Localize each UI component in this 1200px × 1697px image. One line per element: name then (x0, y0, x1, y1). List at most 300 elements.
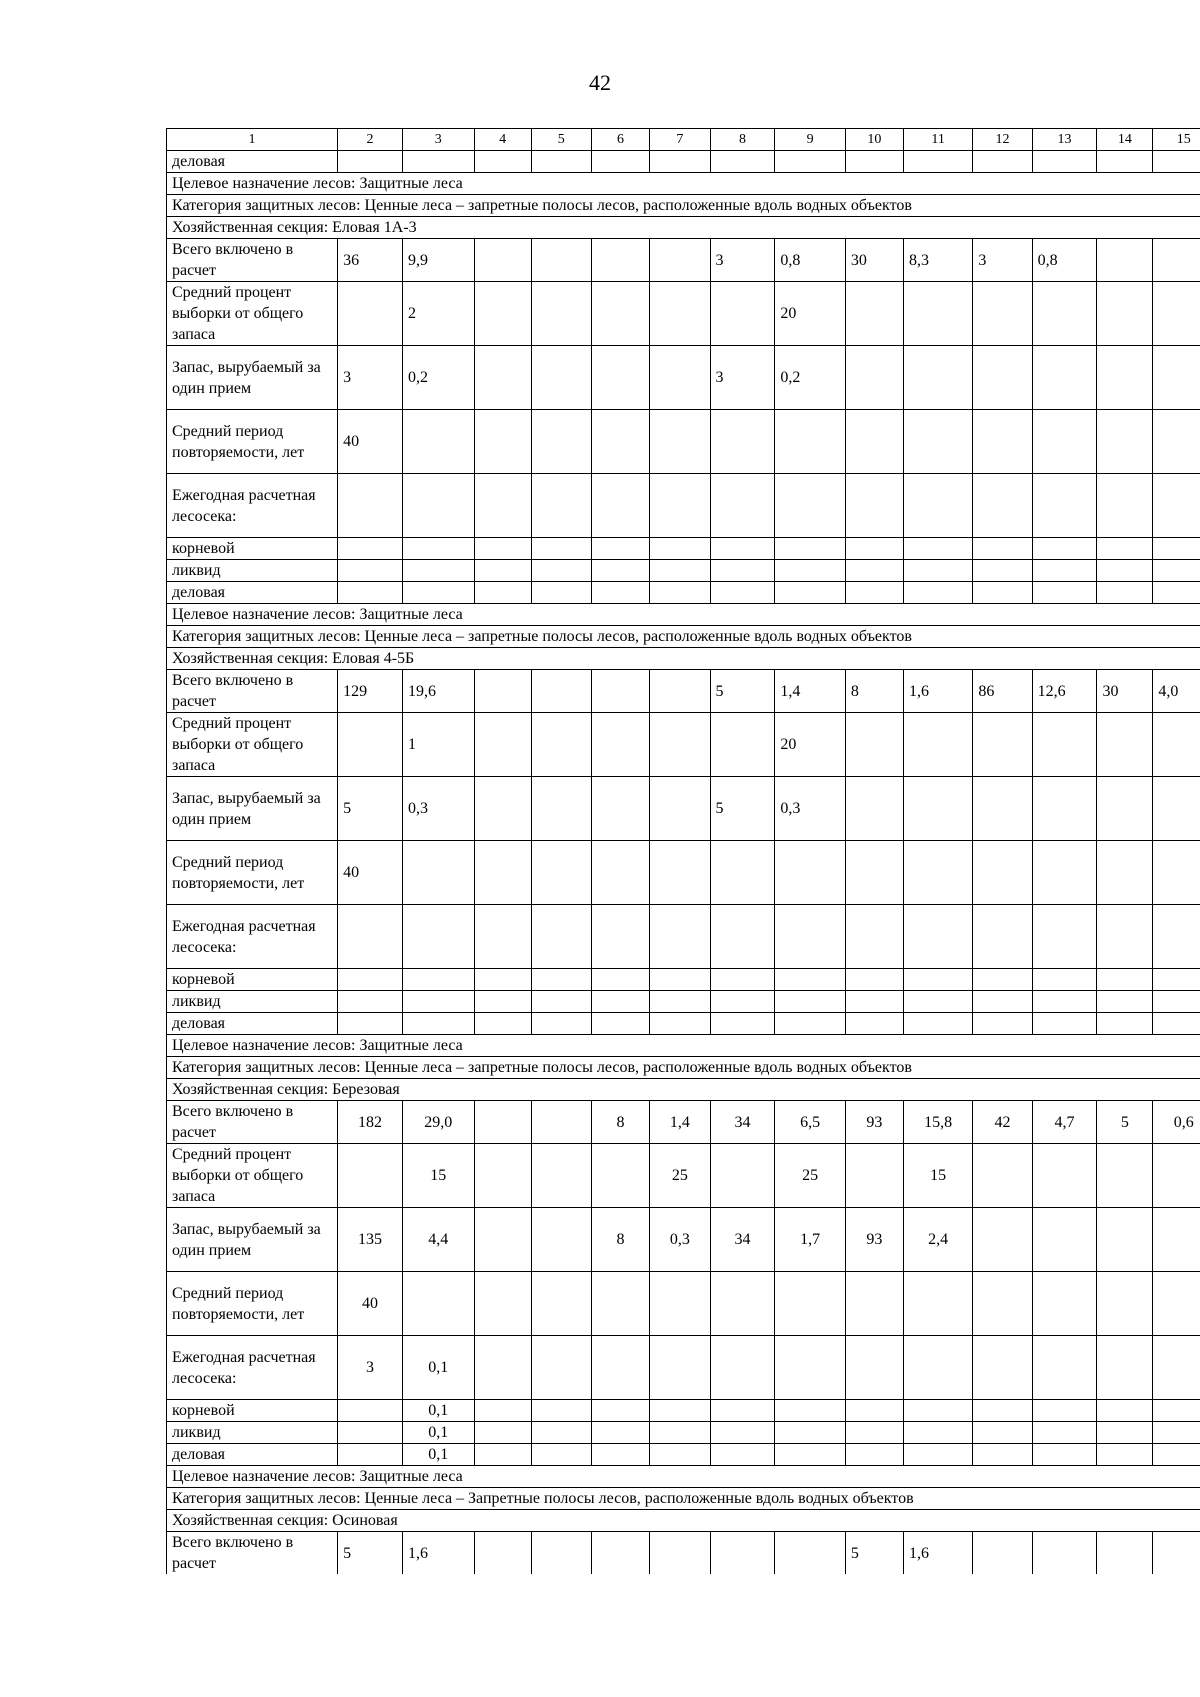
table-cell (338, 282, 403, 346)
table-cell (531, 841, 591, 905)
table-cell (710, 410, 775, 474)
table-row (167, 538, 1200, 560)
table-cell (474, 1144, 531, 1208)
table-cell (591, 969, 649, 991)
table-cell (474, 1400, 531, 1422)
table-cell: 182 (338, 1101, 403, 1144)
table-cell: 1,6 (402, 1532, 474, 1575)
table-cell (650, 1532, 710, 1575)
table-cell: 129 (338, 670, 403, 713)
table-cell (973, 151, 1032, 173)
table-cell (1153, 538, 1200, 560)
table-cell (402, 474, 474, 538)
table-cell (775, 560, 845, 582)
table-cell (973, 410, 1032, 474)
table-cell: 5 (710, 777, 775, 841)
table-cell (650, 560, 710, 582)
table-cell (1097, 713, 1153, 777)
table-cell (1153, 1532, 1200, 1575)
table-cell (1153, 713, 1200, 777)
table-cell (650, 474, 710, 538)
table-cell (710, 560, 775, 582)
table-cell (650, 670, 710, 713)
table-row (167, 1272, 1200, 1336)
table-cell (775, 1336, 845, 1400)
table-cell (845, 1444, 903, 1466)
table-cell (903, 538, 972, 560)
table-cell (591, 1532, 649, 1575)
table-cell (591, 282, 649, 346)
table-cell: 1,6 (903, 670, 972, 713)
table-cell (531, 1144, 591, 1208)
section-heading-row (167, 195, 1200, 217)
column-number-header: 13 (1032, 129, 1097, 151)
table-cell (775, 1400, 845, 1422)
table-cell (1032, 777, 1097, 841)
table-row (167, 1532, 1200, 1575)
table-cell (1153, 474, 1200, 538)
table-cell (531, 1444, 591, 1466)
table-cell: 0,3 (402, 777, 474, 841)
table-cell (402, 582, 474, 604)
table-cell (531, 239, 591, 282)
table-cell (650, 841, 710, 905)
table-row (167, 346, 1200, 410)
table-cell (474, 282, 531, 346)
section-heading: Хозяйственная секция: Березовая (167, 1079, 1200, 1101)
table-cell: 8 (591, 1208, 649, 1272)
table-cell: 93 (845, 1208, 903, 1272)
table-cell: 4,4 (402, 1208, 474, 1272)
table-cell (650, 1013, 710, 1035)
page-number: 42 (589, 70, 611, 95)
table-cell (845, 1272, 903, 1336)
table-cell (474, 1208, 531, 1272)
section-heading: Целевое назначение лесов: Защитные леса (167, 604, 1200, 626)
table-row (167, 969, 1200, 991)
table-cell: 3 (338, 346, 403, 410)
table-cell (845, 474, 903, 538)
row-label: деловая (167, 1444, 338, 1466)
table-cell (845, 713, 903, 777)
table-cell (650, 582, 710, 604)
table-cell (531, 991, 591, 1013)
table-row (167, 239, 1200, 282)
forest-cutting-table (166, 128, 1200, 1574)
table-cell (531, 1101, 591, 1144)
table-cell (402, 151, 474, 173)
table-cell (845, 560, 903, 582)
table-cell (845, 582, 903, 604)
table-cell (903, 1444, 972, 1466)
table-cell (845, 1144, 903, 1208)
table-cell (1032, 410, 1097, 474)
table-cell (845, 1336, 903, 1400)
table-cell (1097, 1336, 1153, 1400)
table-cell (402, 841, 474, 905)
table-cell (591, 841, 649, 905)
column-number-header: 2 (338, 129, 403, 151)
table-cell (402, 905, 474, 969)
table-cell (591, 777, 649, 841)
table-cell (710, 1444, 775, 1466)
table-cell (650, 905, 710, 969)
table-cell: 36 (338, 239, 403, 282)
table-cell: 2 (402, 282, 474, 346)
table-cell (775, 1013, 845, 1035)
table-row (167, 151, 1200, 173)
table-row (167, 1144, 1200, 1208)
table-cell (1032, 905, 1097, 969)
table-cell (474, 1101, 531, 1144)
table-cell: 5 (710, 670, 775, 713)
table-cell (1153, 282, 1200, 346)
table-cell: 15,8 (903, 1101, 972, 1144)
table-cell: 0,3 (775, 777, 845, 841)
row-label: Запас, вырубаемый за один прием (167, 1208, 338, 1272)
table-cell (531, 560, 591, 582)
table-cell (710, 905, 775, 969)
table-cell (845, 905, 903, 969)
column-number-header: 10 (845, 129, 903, 151)
table-cell (1032, 1400, 1097, 1422)
table-cell (338, 991, 403, 1013)
table-cell (1032, 1532, 1097, 1575)
table-cell (845, 538, 903, 560)
table-cell (845, 841, 903, 905)
table-cell (1097, 1272, 1153, 1336)
table-cell (973, 1422, 1032, 1444)
table-cell (973, 582, 1032, 604)
table-cell (1153, 777, 1200, 841)
table-cell: 5 (1097, 1101, 1153, 1144)
table-cell (591, 474, 649, 538)
table-cell (1032, 991, 1097, 1013)
table-cell: 4,0 (1153, 670, 1200, 713)
table-cell (1097, 969, 1153, 991)
table-cell (903, 969, 972, 991)
table-cell (531, 905, 591, 969)
table-cell (1153, 410, 1200, 474)
row-label: корневой (167, 969, 338, 991)
table-cell (775, 1532, 845, 1575)
table-cell (650, 282, 710, 346)
section-heading-row (167, 1079, 1200, 1101)
table-cell (591, 410, 649, 474)
table-cell (845, 410, 903, 474)
table-cell (402, 538, 474, 560)
column-number-header: 3 (402, 129, 474, 151)
table-row (167, 713, 1200, 777)
table-row (167, 560, 1200, 582)
table-cell (591, 1336, 649, 1400)
table-cell (474, 346, 531, 410)
column-number-header: 5 (531, 129, 591, 151)
table-cell (903, 282, 972, 346)
table-cell (591, 582, 649, 604)
table-cell (973, 905, 1032, 969)
table-cell: 8 (845, 670, 903, 713)
table-cell (591, 560, 649, 582)
row-label: ликвид (167, 991, 338, 1013)
table-row (167, 670, 1200, 713)
table-cell (338, 969, 403, 991)
table-cell (973, 282, 1032, 346)
table-cell (1032, 560, 1097, 582)
table-cell: 0,1 (402, 1422, 474, 1444)
table-cell (531, 713, 591, 777)
section-heading: Целевое назначение лесов: Защитные леса (167, 1035, 1200, 1057)
table-cell: 0,8 (775, 239, 845, 282)
table-cell (1032, 1444, 1097, 1466)
table-cell (1097, 1444, 1153, 1466)
table-cell: 86 (973, 670, 1032, 713)
table-cell (591, 538, 649, 560)
table-cell (903, 151, 972, 173)
table-cell (710, 582, 775, 604)
table-cell (474, 582, 531, 604)
table-cell (775, 1272, 845, 1336)
table-cell (973, 1208, 1032, 1272)
row-label: Средний период повторяемости, лет (167, 1272, 338, 1336)
table-cell (1097, 239, 1153, 282)
section-heading-row (167, 173, 1200, 195)
row-label: Средний процент выборки от общего запаса (167, 282, 338, 346)
column-number-header: 7 (650, 129, 710, 151)
table-cell (338, 151, 403, 173)
table-cell (1097, 1144, 1153, 1208)
table-cell (1153, 1144, 1200, 1208)
table-cell (591, 991, 649, 1013)
table-cell (474, 670, 531, 713)
table-cell (845, 991, 903, 1013)
table-cell (973, 713, 1032, 777)
table-cell (1032, 841, 1097, 905)
table-cell (1032, 713, 1097, 777)
table-cell (531, 151, 591, 173)
table-cell: 1,6 (903, 1532, 972, 1575)
table-cell (710, 713, 775, 777)
table-cell (1097, 1208, 1153, 1272)
table-cell (775, 1422, 845, 1444)
table-cell: 1 (402, 713, 474, 777)
table-cell: 20 (775, 282, 845, 346)
table-cell (1153, 1422, 1200, 1444)
table-cell (775, 905, 845, 969)
table-cell (710, 1532, 775, 1575)
table-cell (650, 410, 710, 474)
table-cell (531, 1400, 591, 1422)
row-label: Всего включено в расчет (167, 670, 338, 713)
table-cell (903, 410, 972, 474)
table-cell (474, 1013, 531, 1035)
table-cell (1153, 151, 1200, 173)
table-cell: 40 (338, 841, 403, 905)
table-cell (775, 969, 845, 991)
table-cell (402, 969, 474, 991)
row-label: Ежегодная расчетная лесосека: (167, 474, 338, 538)
section-heading: Категория защитных лесов: Ценные леса – Запретные полосы лесов, расположенные вдоль водных объектов (167, 1488, 1200, 1510)
table-row (167, 1101, 1200, 1144)
table-cell (591, 1144, 649, 1208)
table-cell (845, 969, 903, 991)
row-label: Средний процент выборки от общего запаса (167, 713, 338, 777)
table-cell (1097, 905, 1153, 969)
table-cell (710, 969, 775, 991)
table-cell (973, 777, 1032, 841)
table-cell: 8 (591, 1101, 649, 1144)
table-cell: 15 (903, 1144, 972, 1208)
table-cell (650, 1444, 710, 1466)
table-cell (338, 582, 403, 604)
table-cell (973, 1400, 1032, 1422)
table-cell (1153, 841, 1200, 905)
table-cell (650, 538, 710, 560)
table-cell (474, 1422, 531, 1444)
section-heading-row (167, 1035, 1200, 1057)
table-row (167, 1013, 1200, 1035)
table-cell (474, 991, 531, 1013)
table-cell (845, 1422, 903, 1444)
row-label: Всего включено в расчет (167, 1101, 338, 1144)
table-cell: 0,8 (1032, 239, 1097, 282)
table-cell (710, 1422, 775, 1444)
table-cell (1097, 346, 1153, 410)
table-row (167, 991, 1200, 1013)
table-cell (845, 1400, 903, 1422)
table-cell (650, 1422, 710, 1444)
table-cell (973, 1532, 1032, 1575)
section-heading: Целевое назначение лесов: Защитные леса (167, 173, 1200, 195)
table-cell: 40 (338, 410, 403, 474)
table-cell (973, 1272, 1032, 1336)
table-cell (531, 282, 591, 346)
table-cell (531, 1422, 591, 1444)
table-cell (973, 538, 1032, 560)
table-cell (650, 713, 710, 777)
table-cell (775, 841, 845, 905)
table-cell (710, 841, 775, 905)
table-cell (973, 969, 1032, 991)
table-cell (710, 474, 775, 538)
table-cell (710, 538, 775, 560)
table-cell (1032, 1208, 1097, 1272)
table-cell (903, 560, 972, 582)
table-cell (591, 905, 649, 969)
table-cell (474, 538, 531, 560)
table-cell (710, 991, 775, 1013)
table-cell (775, 151, 845, 173)
section-heading-row (167, 1466, 1200, 1488)
row-label: Средний процент выборки от общего запаса (167, 1144, 338, 1208)
table-cell (1032, 346, 1097, 410)
section-heading: Категория защитных лесов: Ценные леса – запретные полосы лесов, расположенные вдоль водных объектов (167, 1057, 1200, 1079)
table-cell (474, 1532, 531, 1575)
table-row (167, 1400, 1200, 1422)
table-cell (474, 151, 531, 173)
table-cell (474, 560, 531, 582)
table-cell (710, 1144, 775, 1208)
table-cell (591, 239, 649, 282)
table-cell (650, 777, 710, 841)
table-cell: 40 (338, 1272, 403, 1336)
table-cell (845, 282, 903, 346)
table-cell (710, 282, 775, 346)
table-cell (1032, 1422, 1097, 1444)
table-cell: 19,6 (402, 670, 474, 713)
table-row (167, 282, 1200, 346)
table-cell (474, 410, 531, 474)
table-cell: 6,5 (775, 1101, 845, 1144)
table-cell (903, 905, 972, 969)
column-number-header: 9 (775, 129, 845, 151)
column-number-header: 12 (973, 129, 1032, 151)
table-row (167, 582, 1200, 604)
table-cell (1153, 1013, 1200, 1035)
table-cell (903, 841, 972, 905)
column-number-header: 14 (1097, 129, 1153, 151)
row-label: Запас, вырубаемый за один прием (167, 777, 338, 841)
table-cell (531, 969, 591, 991)
table-cell (1097, 1532, 1153, 1575)
table-cell (973, 991, 1032, 1013)
table-cell (903, 346, 972, 410)
table-cell (1097, 1400, 1153, 1422)
table-cell (338, 905, 403, 969)
table-cell (338, 1144, 403, 1208)
table-cell (973, 346, 1032, 410)
table-cell: 0,1 (402, 1400, 474, 1422)
table-row (167, 474, 1200, 538)
table-cell (650, 1336, 710, 1400)
table-cell (474, 713, 531, 777)
table-cell (903, 1013, 972, 1035)
table-cell (474, 474, 531, 538)
column-number-header: 4 (474, 129, 531, 151)
table-cell (1097, 991, 1153, 1013)
table-cell (903, 1400, 972, 1422)
table-cell (338, 713, 403, 777)
table-cell (710, 1400, 775, 1422)
table-cell (1032, 1144, 1097, 1208)
row-label: деловая (167, 1013, 338, 1035)
table-cell (1097, 151, 1153, 173)
table-cell (1032, 1336, 1097, 1400)
table-cell (1153, 905, 1200, 969)
table-row (167, 777, 1200, 841)
table-cell (474, 841, 531, 905)
table-cell (903, 1272, 972, 1336)
table-cell (1153, 991, 1200, 1013)
table-cell (775, 538, 845, 560)
table-cell: 34 (710, 1101, 775, 1144)
table-cell: 0,1 (402, 1444, 474, 1466)
table-cell (710, 151, 775, 173)
table-cell (1153, 239, 1200, 282)
table-cell (531, 582, 591, 604)
table-cell (402, 1272, 474, 1336)
table-cell (845, 151, 903, 173)
table-cell (1097, 1013, 1153, 1035)
table-cell (650, 1400, 710, 1422)
table-cell (531, 670, 591, 713)
row-label: ликвид (167, 560, 338, 582)
row-label: Ежегодная расчетная лесосека: (167, 905, 338, 969)
table-row (167, 1208, 1200, 1272)
table-cell (973, 1144, 1032, 1208)
table-cell (903, 713, 972, 777)
table-cell: 25 (650, 1144, 710, 1208)
